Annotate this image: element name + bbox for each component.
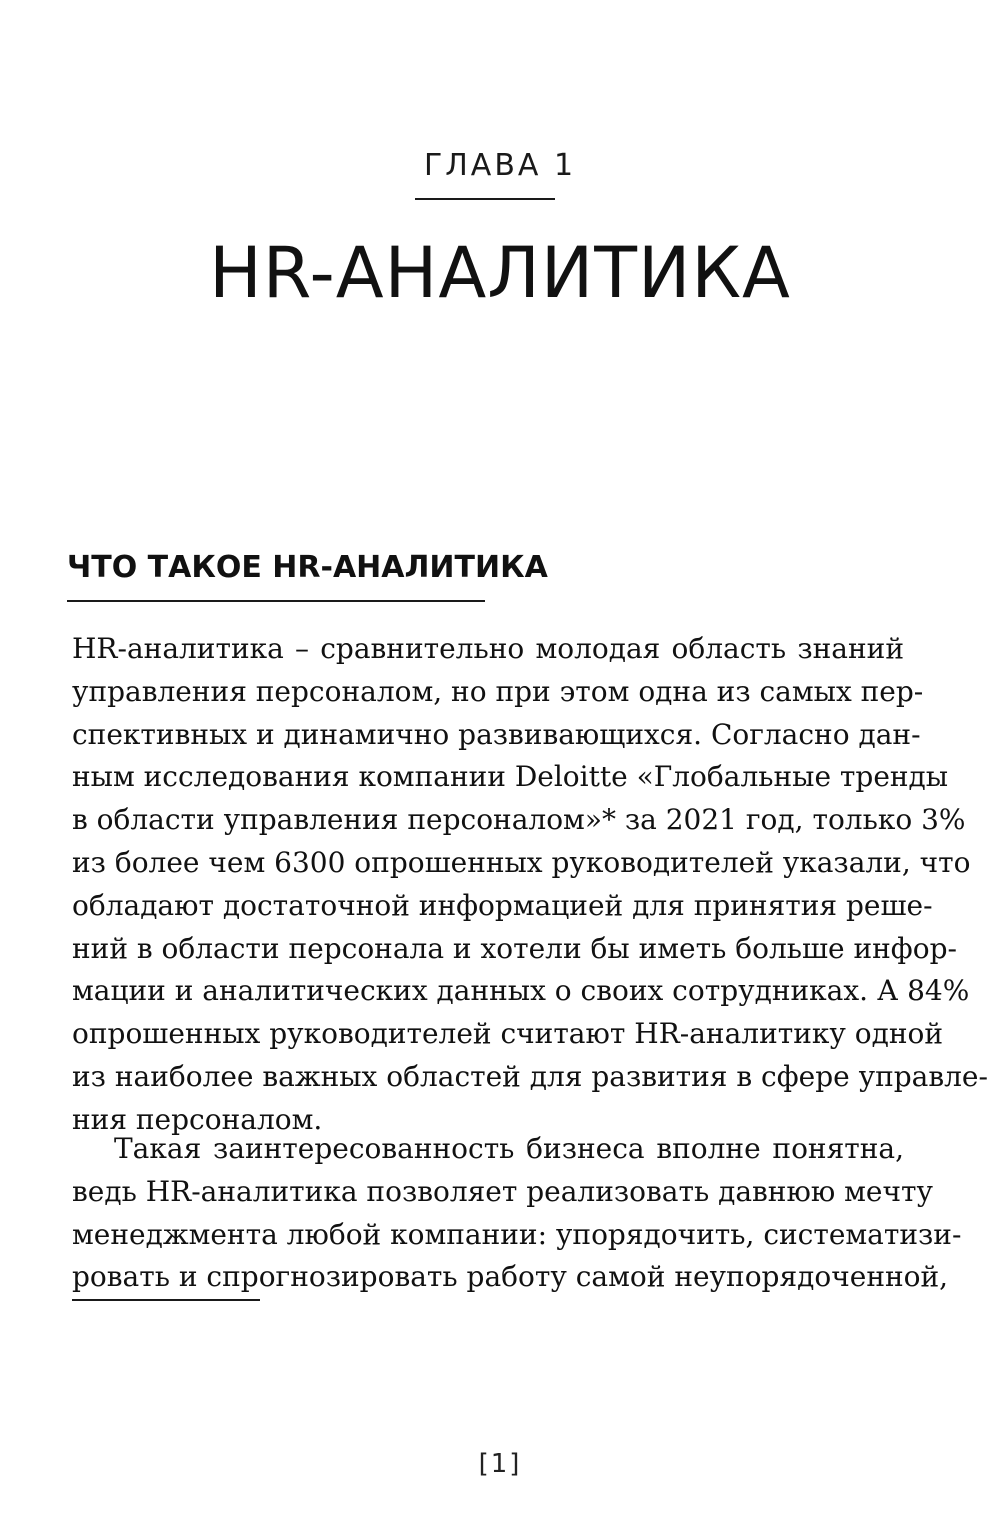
section-heading: ЧТО ТАКОЕ HR-АНАЛИТИКА (67, 550, 548, 585)
text-line: управления персоналом, но при этом одна из самых пер- (72, 674, 924, 708)
text-line: ний в области персонала и хотели бы иметь больше инфор- (72, 931, 957, 965)
text-line: ния персоналом. (72, 1102, 323, 1136)
paragraph-2 (72, 1128, 962, 1299)
section-rule (67, 600, 485, 602)
footnote-rule (72, 1299, 260, 1301)
text-line: в области управления персоналом»* за 2021 год, только 3% (72, 803, 966, 837)
chapter-label: ГЛАВА 1 (423, 148, 577, 183)
text-line: обладают достаточной информацией для принятия реше- (72, 888, 933, 922)
page-number: [1] (478, 1449, 522, 1479)
text-line: ровать и спрогнозировать работу самой неупорядоченной, (72, 1260, 949, 1294)
chapter-title: HR-АНАЛИТИКА (209, 232, 791, 314)
text-line: спективных и динамично развивающихся. Согласно дан- (72, 717, 921, 751)
paragraph-1 (72, 628, 988, 1142)
chapter-rule (415, 198, 555, 200)
text-line: из наиболее важных областей для развития в сфере управле- (72, 1059, 988, 1093)
text-line: HR-аналитика – сравнительно молодая область знаний (72, 632, 904, 665)
text-line: опрошенных руководителей считают HR-аналитику одной (72, 1017, 944, 1051)
text-line: ведь HR-аналитика позволяет реализовать давнюю мечту (72, 1174, 933, 1208)
text-line: ным исследования компании Deloitte «Глобальные тренды (72, 760, 949, 794)
text-line: Такая заинтересованность бизнеса вполне понятна, (114, 1132, 904, 1165)
text-line: менеджмента любой компании: упорядочить, систематизи- (72, 1217, 962, 1251)
text-line: мации и аналитических данных о своих сотрудниках. А 84% (72, 974, 970, 1008)
text-line: из более чем 6300 опрошенных руководителей указали, что (72, 845, 971, 879)
